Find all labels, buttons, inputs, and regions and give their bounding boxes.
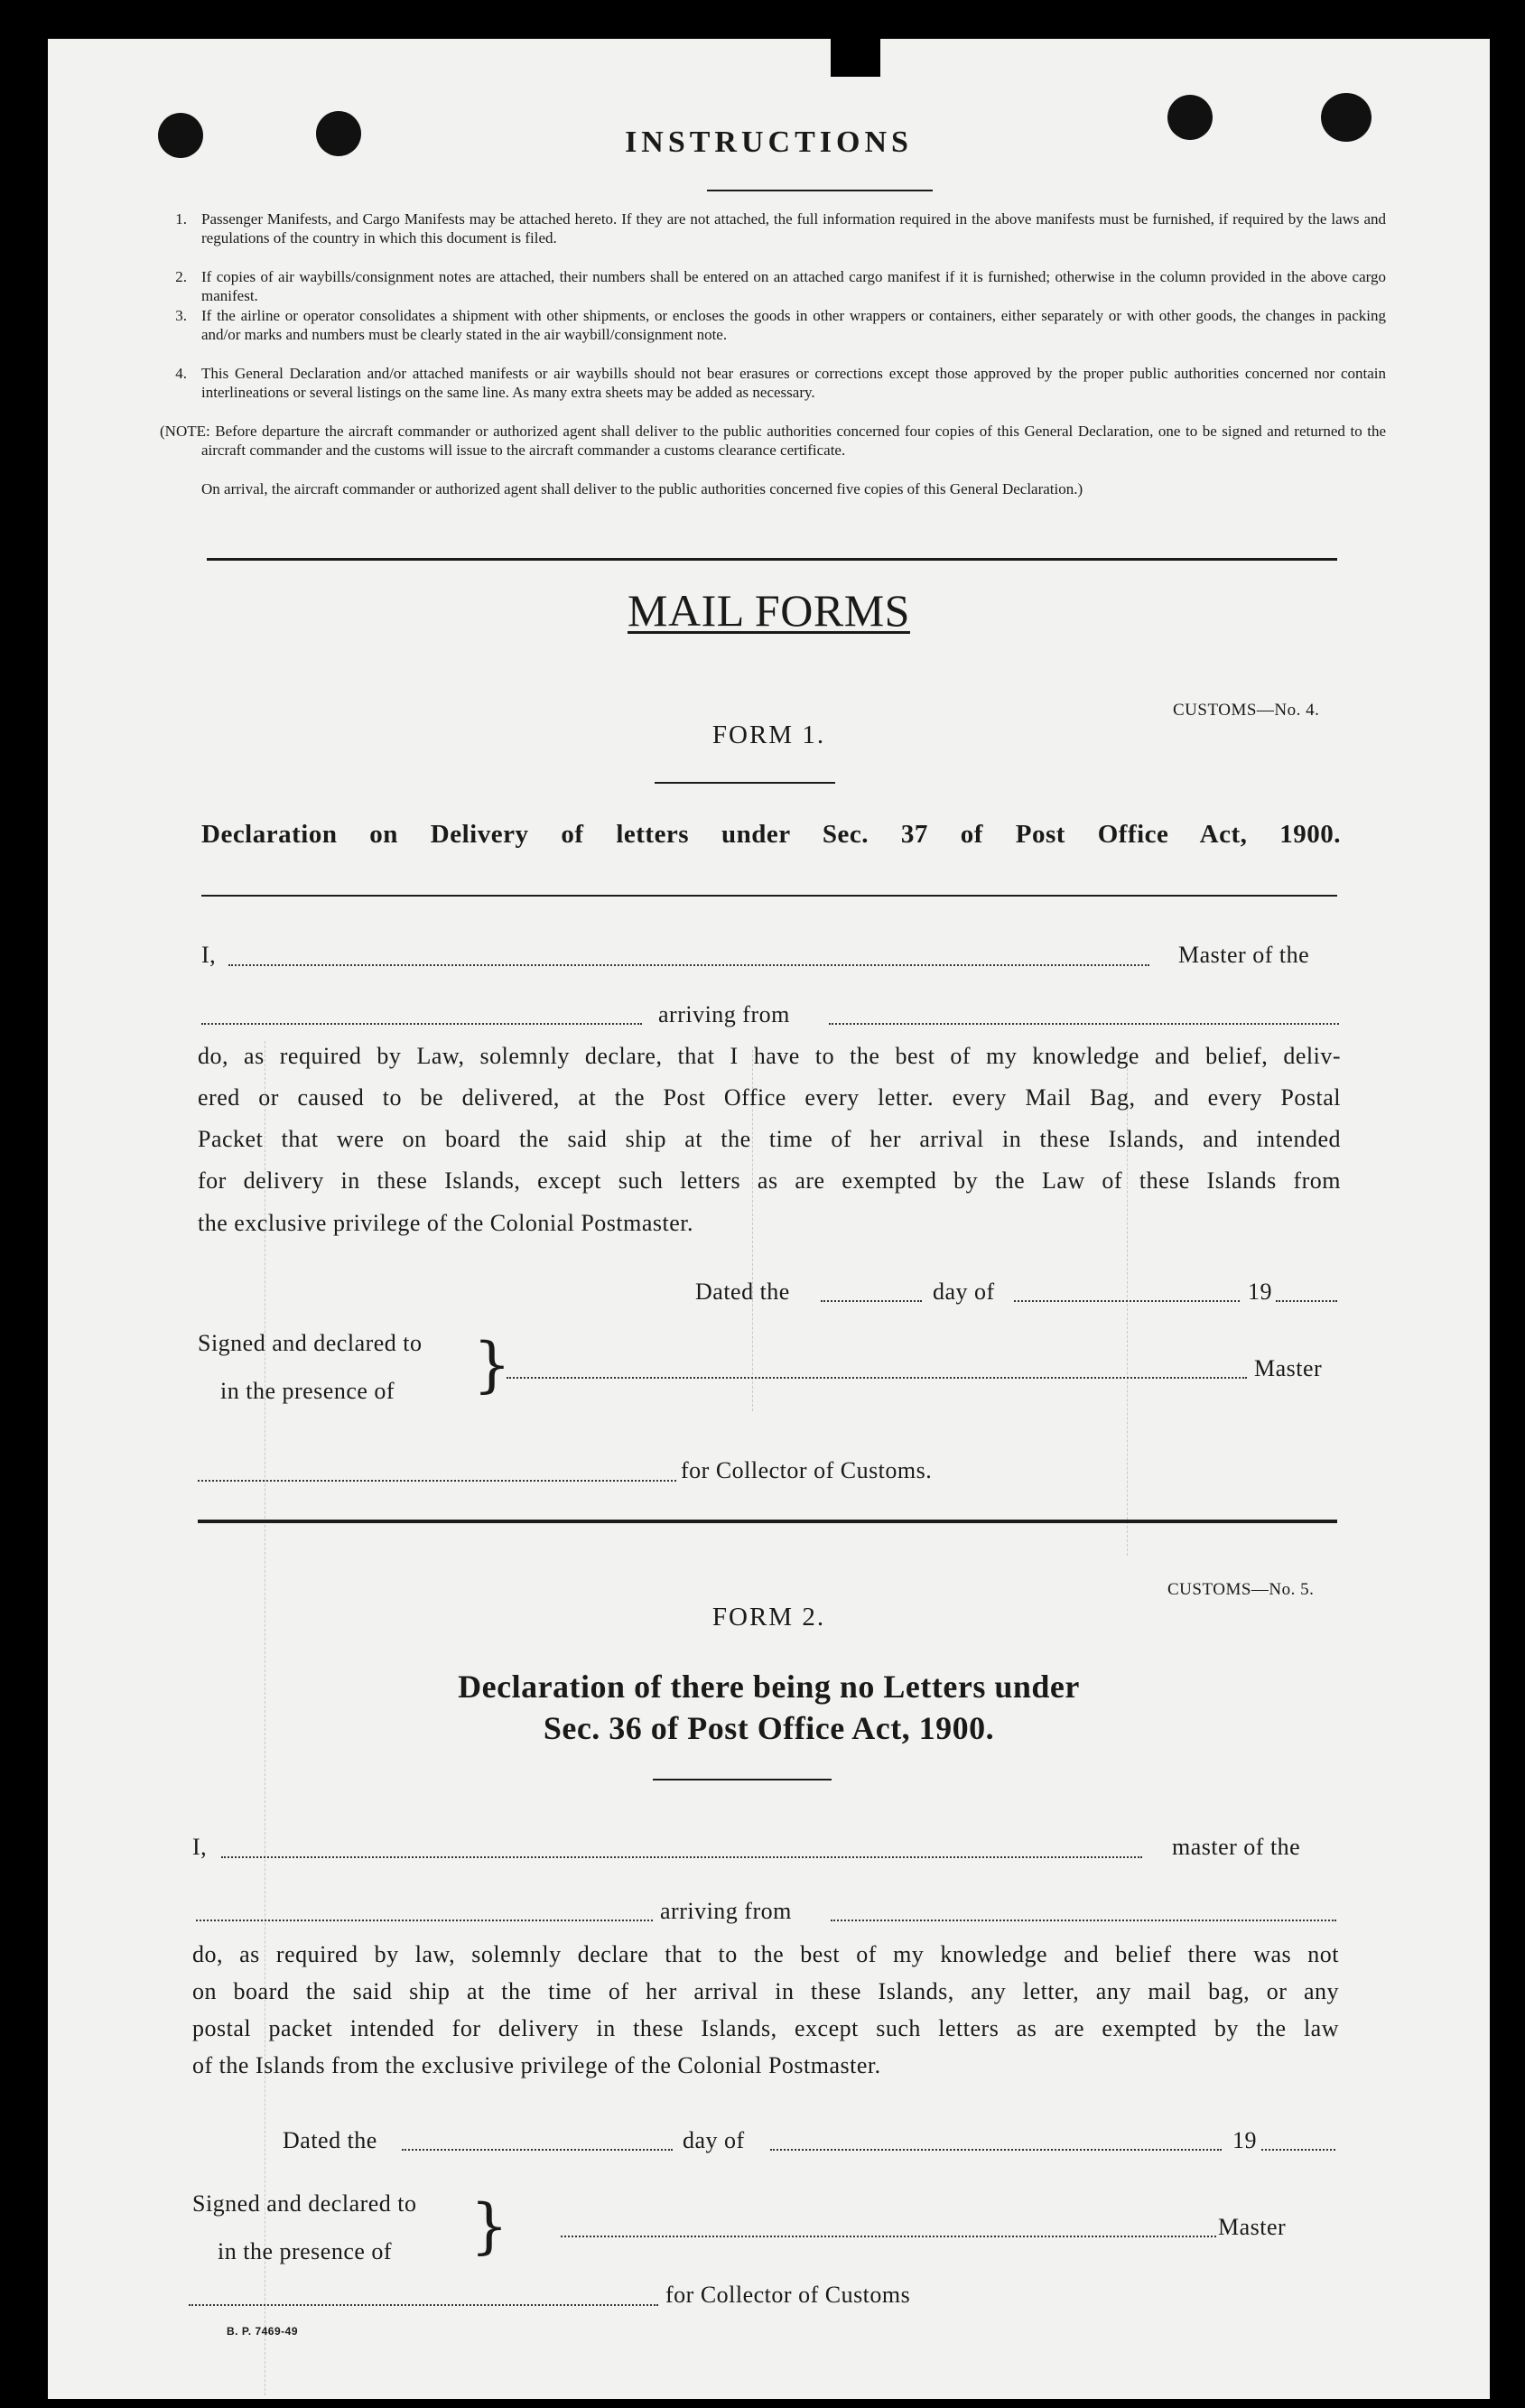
instructions-title: INSTRUCTIONS <box>625 126 913 159</box>
form1-collector-label: for Collector of Customs. <box>681 1457 933 1483</box>
form2-master-label: Master <box>1218 2214 1287 2240</box>
form2-month-field[interactable] <box>770 2149 1222 2151</box>
instruction-note <box>160 422 1386 460</box>
form1-title-rule <box>655 782 835 784</box>
form1-dated-label: Dated the <box>695 1278 790 1305</box>
instruction-number: 1. <box>175 210 187 228</box>
form1-master-label: Master <box>1254 1355 1323 1381</box>
form2-title: FORM 2. <box>711 1603 826 1632</box>
form1-declarant-name-field[interactable] <box>228 964 1149 966</box>
form2-heading-line1: Declaration of there being no Letters under <box>458 1669 1080 1705</box>
form1-body-line: ered or caused to be delivered, at the Post Office every letter. every Mail Bag, and every Postal <box>198 1084 1341 1111</box>
instruction-item <box>175 306 1386 344</box>
form1-body-line: for delivery in these Islands, except such letters as are exempted by the Law of these Islands from <box>198 1167 1341 1194</box>
form1-brace: } <box>473 1330 511 1399</box>
form2-body-line: on board the said ship at the time of her arrival in these Islands, any letter, any mail bag, or any <box>192 1978 1339 2004</box>
form2-collector-label: for Collector of Customs <box>665 2282 911 2308</box>
form2-arriving-from-label: arriving from <box>660 1898 792 1924</box>
instruction-item <box>175 267 1386 305</box>
form1-year-label: 19 <box>1248 1278 1272 1305</box>
instruction-text: This General Declaration and/or attached manifests or air waybills should not bear erasures or corrections except those approved by the proper public authorities concerned nor contain interlineations or several listings on the same line. As many extra sheets may be added as necessary. <box>201 365 1386 401</box>
form2-year-field[interactable] <box>1261 2149 1335 2151</box>
instruction-number: 4. <box>175 365 187 382</box>
instruction-item <box>175 364 1386 402</box>
document-page <box>48 39 1490 2399</box>
form2-day-of-label: day of <box>683 2127 745 2153</box>
top-short-rule <box>707 190 933 191</box>
form2-date-field[interactable] <box>402 2149 673 2151</box>
form1-heading-rule <box>201 895 1337 897</box>
form2-master-of-label: master of the <box>1172 1834 1301 1860</box>
form2-presence-label: in the presence of <box>218 2238 393 2264</box>
form-divider <box>198 1520 1337 1523</box>
form1-signed-label: Signed and declared to <box>198 1330 423 1356</box>
form2-master-signature-field[interactable] <box>561 2236 1216 2237</box>
form1-heading: Declaration on Delivery of letters under Sec. 37 of Post Office Act, 1900. <box>201 820 1341 849</box>
form2-body-line: do, as required by law, solemnly declare that to the best of my knowledge and belief there was not <box>192 1941 1339 1967</box>
instruction-number: 3. <box>175 307 187 324</box>
form1-master-of-label: Master of the <box>1178 942 1310 968</box>
form2-heading-line2: Sec. 36 of Post Office Act, 1900. <box>543 1710 995 1746</box>
form2-declarant-name-field[interactable] <box>221 1856 1142 1858</box>
form2-year-label: 19 <box>1232 2127 1257 2153</box>
form2-signed-label: Signed and declared to <box>192 2190 417 2217</box>
instruction-number: 2. <box>175 268 187 285</box>
form1-body-line: do, as required by Law, solemnly declare, that I have to the best of my knowledge and belief, deliv- <box>198 1043 1341 1069</box>
form1-origin-field[interactable] <box>829 1023 1339 1025</box>
print-code: B. P. 7469-49 <box>227 2325 298 2338</box>
form1-year-field[interactable] <box>1276 1300 1337 1302</box>
form1-month-field[interactable] <box>1014 1300 1240 1302</box>
form1-arriving-from-label: arriving from <box>658 1001 790 1027</box>
form1-body-line: the exclusive privilege of the Colonial Postmaster. <box>198 1210 694 1236</box>
form2-brace: } <box>470 2191 508 2261</box>
form2-collector-signature-field[interactable] <box>189 2304 658 2306</box>
form2-body-line: postal packet intended for delivery in these Islands, except such letters as are exempted by the law <box>192 2015 1339 2041</box>
instruction-text: If copies of air waybills/consignment notes are attached, their numbers shall be entered on an attached cargo manifest if it is furnished; otherwise in the column provided in the above cargo manifest. <box>201 268 1386 304</box>
form1-presence-label: in the presence of <box>220 1378 395 1404</box>
form1-ship-name-field[interactable] <box>201 1023 642 1025</box>
form2-ship-name-field[interactable] <box>196 1920 653 1921</box>
mail-forms-title: MAIL FORMS <box>628 585 910 636</box>
section-divider <box>207 558 1337 561</box>
form1-collector-signature-field[interactable] <box>198 1480 676 1482</box>
form2-heading-rule <box>653 1779 832 1780</box>
form2-dated-label: Dated the <box>283 2127 377 2153</box>
form1-day-of-label: day of <box>933 1278 995 1305</box>
instruction-item <box>175 209 1386 247</box>
form2-origin-field[interactable] <box>831 1920 1336 1921</box>
instruction-text: If the airline or operator consolidates a shipment with other shipments, or encloses the goods in other wrappers or containers, either separately or with other goods, the changes in packing and/or marks and numbers must be clearly stated in the air waybill/consignment note. <box>201 307 1386 343</box>
form2-body-line: of the Islands from the exclusive privilege of the Colonial Postmaster. <box>192 2052 881 2078</box>
instruction-text: Passenger Manifests, and Cargo Manifests may be attached hereto. If they are not attached, the full information required in the above manifests must be furnished, if required by the laws and regulations of the country in which this document is filed. <box>201 210 1386 246</box>
form1-master-signature-field[interactable] <box>507 1377 1247 1379</box>
form2-i-label: I, <box>192 1834 208 1860</box>
customs-number-2: CUSTOMS—No. 5. <box>1167 1580 1315 1599</box>
form1-title: FORM 1. <box>711 721 826 749</box>
instruction-note-arrival <box>201 479 1386 498</box>
form1-body-line: Packet that were on board the said ship at the time of her arrival in these Islands, and intended <box>198 1126 1341 1152</box>
form1-i-label: I, <box>201 942 217 968</box>
note-text: (NOTE: Before departure the aircraft commander or authorized agent shall deliver to the public authorities concerned four copies of this General Declaration, one to be signed and returned to the aircraft commander and the customs will issue to the aircraft commander a customs clearance certificate. <box>160 423 1386 459</box>
note-arrival-text: On arrival, the aircraft commander or authorized agent shall deliver to the public authorities concerned five copies of this General Declaration.) <box>201 480 1083 497</box>
top-notch <box>831 39 880 77</box>
form1-date-field[interactable] <box>821 1300 922 1302</box>
customs-number-1: CUSTOMS—No. 4. <box>1173 701 1320 720</box>
